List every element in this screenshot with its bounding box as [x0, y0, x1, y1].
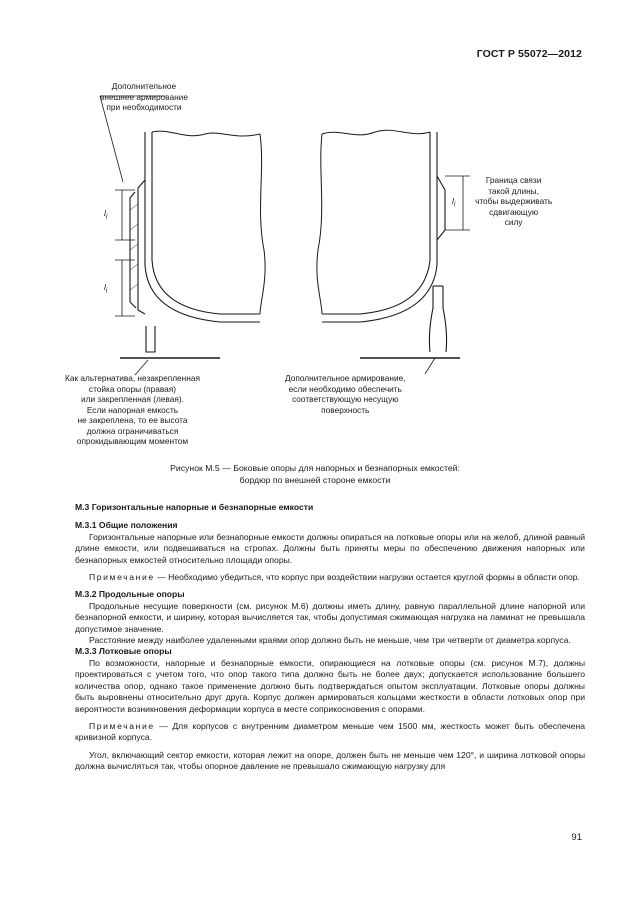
page-number: 91 [571, 832, 582, 843]
label-alternative: Как альтернатива, незакрепленная стойка опоры (правая) или закрепленная (левая). Если напорная емкость не закреплена, то ее высота должна ограничиваться опрокидывающим моментом [65, 373, 200, 446]
label-li-left-bottom: $l_i$ [104, 282, 108, 295]
body-text [75, 502, 585, 773]
label-additional-reinforcement: Дополнительное армирование, если необходимо обеспечить соответствующую несущую поверхность [285, 373, 406, 415]
note-m33: Примечание — Для корпусов с внутренним диаметром меньше чем 1500 мм, жесткость может быть обеспечена кривизной корпуса. [75, 720, 585, 743]
paragraph-m33-2: Угол, включающий сектор емкости, которая лежит на опоре, должен быть не меньше чем 120°, и ширина лотковой опоры должна вычисляться так, чтобы опорное давление не превышало сжимающую нагрузку для [75, 749, 585, 772]
label-li-left-top: $l_i$ [104, 208, 108, 221]
section-m33-title: М.3.3 Лотковые опоры [75, 646, 172, 657]
section-m31-title: М.3.1 Общие положения [75, 520, 178, 531]
standard-header: ГОСТ Р 55072—2012 [476, 48, 582, 60]
paragraph-m33-1: По возможности, напорные и безнапорные емкости, опирающиеся на лотковые опоры (см. рисунок М.7), должны проектироваться с учетом того, что опор такого типа должно быть не более двух; допускается использование большего количества опор, однако такое применение должно быть подтверждаться опытом эксплуатации. Лотковые опоры должны быть выровнены относительно друг друга. Корпус должен армироваться кольцами жесткости в области лотковых опор при вероятности возникновения деформации корпуса в месте соприкосновения с опорами. [75, 657, 585, 714]
paragraph-m32-1: Продольные несущие поверхности (см. рисунок М.6) должны иметь длину, равную параллельной длине напорной или безнапорной емкости, и ширину, которая вычисляется так, чтобы допустимая сжимающая нагрузка на ламинат не превышала допустимое значение. [75, 600, 585, 634]
note-m31: Примечание — Необходимо убедиться, что корпус при воздействии нагрузки остается круглой формы в области опор. [89, 572, 580, 583]
label-boundary: Граница связи такой длины, чтобы выдерживать сдвигающую силу [475, 175, 553, 227]
section-m32-title: М.3.2 Продольные опоры [75, 589, 185, 600]
section-m3-title: М.3 Горизонтальные напорные и безнапорные емкости [75, 502, 314, 512]
figure-m5 [60, 70, 580, 450]
paragraph-m31-1: Горизонтальные напорные или безнапорные емкости должны опираться на лотковые опоры или на желоб, длиной равный длине емкости, или подвешиваться на стропах. Должны быть приняты меры по обеспечению движения напорных или безнапорных емкостей относительно площади опоры. [75, 531, 585, 565]
label-external-reinforcement: Дополнительное внешнее армирование при необходимости [100, 81, 188, 112]
label-li-right: $l_i$ [452, 196, 456, 209]
paragraph-m32-2: Расстояние между наиболее удаленными краями опор должно быть не меньше, чем три четверти от диаметра корпуса. [89, 635, 571, 646]
figure-caption: Рисунок М.5 — Боковые опоры для напорных и безнапорных емкостей: бордюр по внешней стороне емкости [170, 463, 460, 485]
